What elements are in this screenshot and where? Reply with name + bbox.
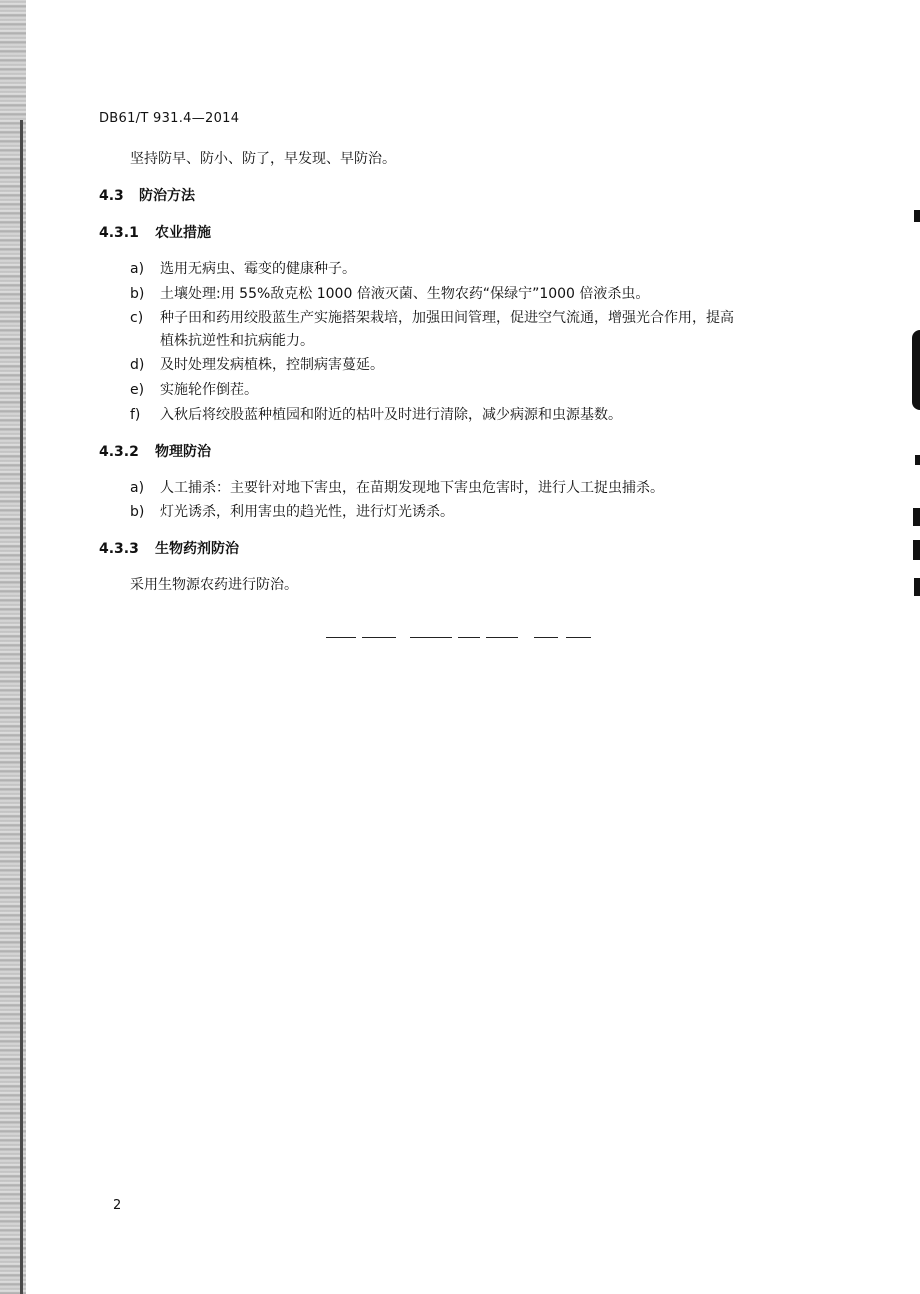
list-marker: e): [130, 382, 145, 398]
section-heading-4-3: [99, 186, 195, 206]
section-title: 防治方法: [139, 188, 195, 204]
list-marker: f): [130, 407, 141, 423]
section-heading-4-3-2: [99, 442, 211, 462]
list-text: 选用无病虫、霉变的健康种子。: [160, 261, 356, 277]
rule-dash: [566, 637, 591, 638]
list-item: [130, 355, 384, 375]
rule-dash: [362, 637, 396, 638]
section-title: 物理防治: [155, 444, 211, 460]
scan-mark-right: [915, 455, 920, 465]
section-number: 4.3.1: [99, 225, 139, 241]
scan-mark-right: [913, 508, 920, 526]
section-body: 采用生物源农药进行防治。: [130, 577, 298, 593]
list-text: 实施轮作倒茬。: [160, 382, 258, 398]
rule-dash: [486, 637, 518, 638]
scan-mark-right: [914, 210, 920, 222]
section-number: 4.3.2: [99, 444, 139, 460]
list-marker: d): [130, 357, 145, 373]
list-item: [130, 284, 649, 304]
section-heading-4-3-1: [99, 223, 211, 243]
rule-dash: [458, 637, 480, 638]
list-text: 入秋后将绞股蓝种植园和附近的枯叶及时进行清除，减少病源和虫源基数。: [160, 407, 622, 423]
rule-dash: [534, 637, 558, 638]
section-title: 生物药剂防治: [155, 541, 239, 557]
section-title: 农业措施: [155, 225, 211, 241]
end-rule: [326, 637, 591, 639]
scan-mark-right: [912, 330, 920, 410]
list-item: [130, 502, 454, 522]
list-item-continuation: 植株抗逆性和抗病能力。: [160, 333, 314, 349]
section-heading-4-3-3: [99, 539, 239, 559]
rule-dash: [326, 637, 356, 638]
list-marker: a): [130, 480, 145, 496]
list-text: 灯光诱杀，利用害虫的趋光性，进行灯光诱杀。: [160, 504, 454, 520]
rule-dash: [410, 637, 452, 638]
scan-mark-right: [914, 578, 920, 596]
list-marker: b): [130, 504, 145, 520]
list-text: 及时处理发病植株，控制病害蔓延。: [160, 357, 384, 373]
list-item: [130, 308, 734, 328]
section-number: 4.3.3: [99, 541, 139, 557]
list-marker: c): [130, 310, 144, 326]
list-item: [130, 478, 664, 498]
intro-paragraph: 坚持防早、防小、防了，早发现、早防治。: [130, 151, 396, 167]
page-number: 2: [113, 1198, 122, 1213]
list-text: 人工捕杀：主要针对地下害虫，在苗期发现地下害虫危害时，进行人工捉虫捕杀。: [160, 480, 664, 496]
scan-mark-right: [913, 540, 920, 560]
list-text: 种子田和药用绞股蓝生产实施搭架栽培，加强田间管理，促进空气流通，增强光合作用，提高: [160, 310, 734, 326]
list-item: [130, 405, 622, 425]
document-code: DB61/T 931.4—2014: [99, 111, 240, 126]
list-marker: b): [130, 286, 145, 302]
section-number: 4.3: [99, 188, 124, 204]
list-item: [130, 259, 356, 279]
list-item: [130, 380, 258, 400]
list-text: 土壤处理:用 55%敌克松 1000 倍液灭菌、生物农药“保绿宁”1000 倍液杀虫。: [160, 286, 650, 302]
scan-edge-left: [20, 120, 23, 1294]
list-marker: a): [130, 261, 145, 277]
